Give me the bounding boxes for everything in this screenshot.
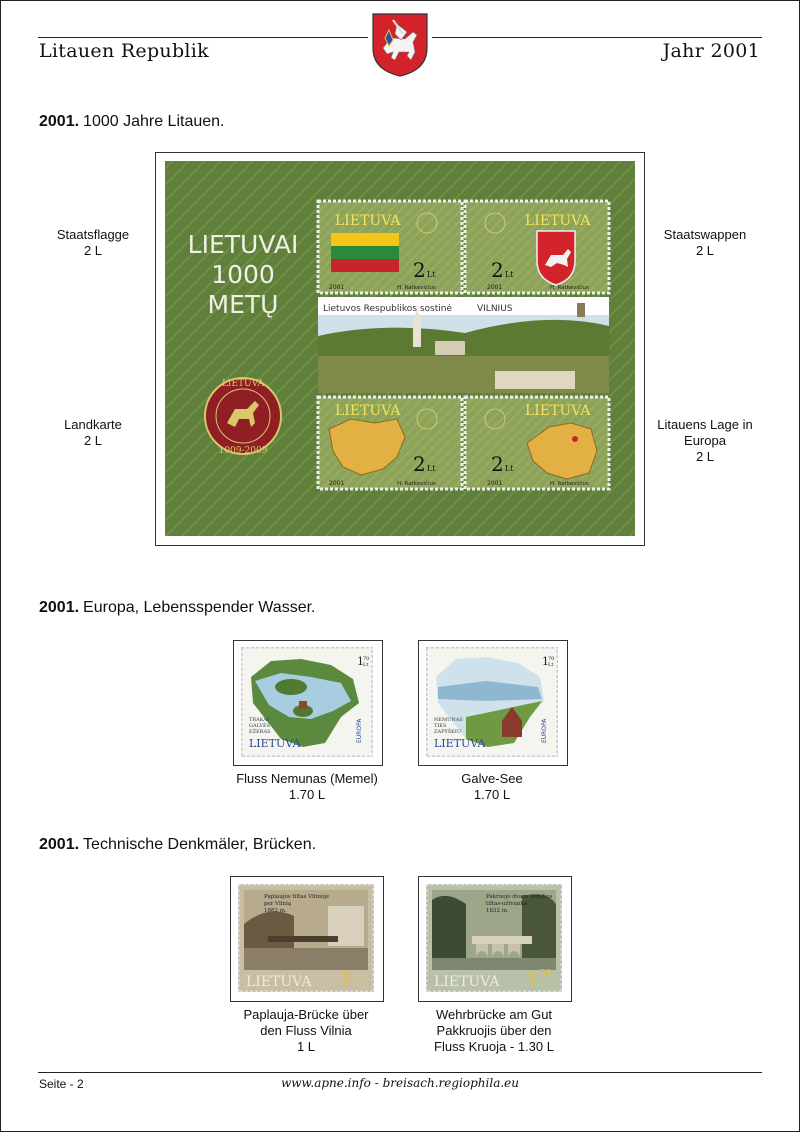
stamp-value: 2 — [413, 452, 426, 476]
stamp-year: 2001 — [487, 480, 503, 487]
stamp-place-line: TIES — [434, 723, 447, 729]
section-title-text: 1000 Jahre Litauen. — [83, 113, 225, 130]
stamp-currency: Lt — [505, 464, 514, 473]
stamp-country: LIETUVA — [525, 213, 591, 229]
label-line: 2 L — [83, 433, 103, 448]
stamp-value-small: 70 — [363, 656, 370, 662]
label-line: Staatsflagge — [56, 227, 130, 242]
stamp-place-line: EŽERAS — [249, 729, 271, 735]
stamp-value: 1 — [340, 967, 353, 991]
stamp-country: LIETUVA — [525, 403, 591, 419]
section-year: 2001. — [39, 599, 80, 616]
section-title-bridges — [39, 836, 316, 854]
label-line: 2 L — [83, 243, 103, 258]
stamp-currency: Lt — [363, 662, 369, 668]
label-line: Wehrbrücke am Gut — [435, 1007, 553, 1022]
label-line: Landkarte — [64, 417, 122, 432]
stamp-galve-lake — [241, 647, 373, 757]
stamp-caption-line: tiltas-užtvanka — [486, 901, 528, 907]
millennium-seal-icon — [205, 378, 281, 454]
stamp-artist: H. Ratkevičius — [397, 285, 436, 291]
stamp-place-line: TRAKAI — [249, 717, 269, 723]
label-pakruojis — [414, 1007, 574, 1055]
label-line: 1.70 L — [473, 787, 511, 802]
stamp-caption-line: Paplaujos tiltas Vilnioje — [264, 894, 330, 900]
label-map — [43, 417, 143, 449]
label-line: 1.70 L — [288, 787, 326, 802]
stamp-europa: EUROPA — [356, 718, 363, 743]
stamp-value: 1 — [357, 655, 364, 668]
header-rule-left — [38, 37, 368, 38]
header-rule-right — [432, 37, 762, 38]
stamp-country: LIETUVA — [246, 974, 312, 990]
stamp-value: 2 — [413, 258, 426, 282]
label-line: Pakkruojis über den — [436, 1023, 552, 1038]
section-title-text: Europa, Lebensspender Wasser. — [83, 599, 316, 616]
label-line: 2 L — [695, 449, 715, 464]
stamp-caption-line: per Vilnią — [264, 901, 292, 907]
flag-stripe-green — [331, 246, 399, 259]
stamp-currency: Lt — [505, 270, 514, 279]
lithuania-coat-of-arms-icon — [371, 12, 429, 78]
stamp-country: LIETUVA — [434, 974, 500, 990]
stamp-value: 2 — [491, 258, 504, 282]
flag-stripe-yellow — [331, 233, 399, 246]
stamp-caption-line: Pakruojo dvaro sodybos — [486, 894, 553, 900]
stamp-paplauja-bridge — [238, 884, 374, 992]
footer-url: www.apne.info - breisach.regiophila.eu — [280, 1076, 519, 1090]
label-line: Fluss Kruoja - 1.30 L — [434, 1039, 554, 1054]
label-europe-location — [650, 417, 760, 465]
lithuania-marker-icon — [572, 436, 578, 442]
sheet-title-line: 1000 — [211, 260, 275, 289]
stamp-country: LIETUVA — [434, 737, 486, 750]
stamp-currency: Lt — [548, 662, 554, 668]
stamp-country: LIETUVA — [335, 213, 401, 229]
stamp-year: 2001 — [487, 284, 503, 291]
stamp-currency: Lt — [540, 980, 548, 988]
stamp-artist: H. Ratkevičius — [550, 285, 589, 291]
page-number: Seite - 2 — [39, 1077, 84, 1091]
stamp-place-line: GALVĖS — [249, 723, 271, 729]
stamp-place-line: NEMUNAS — [434, 717, 463, 723]
stamp-currency: Lt — [427, 464, 436, 473]
stamp-value-small: 70 — [548, 656, 555, 662]
label-line: Paplauja-Brücke über — [243, 1007, 369, 1022]
label-line: Litauens Lage in — [657, 417, 753, 432]
section-title-text: Technische Denkmäler, Brücken. — [83, 836, 317, 853]
stamp-pakruojis-bridge — [426, 884, 562, 992]
stamp-country: LIETUVA — [335, 403, 401, 419]
header-country-title: Litauen Republik — [39, 40, 209, 62]
stamp-country: LIETUVA — [249, 737, 301, 750]
label-line: Europa — [684, 433, 726, 448]
section-title-1000-years — [39, 113, 225, 131]
stamp-caption-line: 1832 m. — [486, 908, 509, 914]
footer-rule — [38, 1072, 762, 1073]
stamp-currency: Lt — [354, 978, 362, 986]
label-line: den Fluss Vilnia — [260, 1023, 352, 1038]
label-state-arms — [650, 227, 760, 259]
label-line: 1 L — [296, 1039, 316, 1054]
stamp-currency: Lt — [427, 270, 436, 279]
stamp-value-small: 30 — [540, 969, 552, 979]
section-title-europa — [39, 599, 315, 617]
label-nemunas — [212, 771, 402, 803]
label-galve — [417, 771, 567, 803]
seal-years: 1009-2009 — [218, 446, 268, 456]
stamp-year: 2001 — [329, 284, 345, 291]
stamp-europa: EUROPA — [541, 718, 548, 743]
seal-text: LIETUVA — [221, 379, 265, 389]
panorama-caption-right: VILNIUS — [477, 304, 513, 314]
label-line: 2 L — [695, 243, 715, 258]
stamp-value: 1 — [542, 655, 549, 668]
sheet-title-line: METŲ — [207, 290, 279, 319]
label-line: Galve-See — [461, 771, 523, 786]
stamp-value: 2 — [491, 452, 504, 476]
header-year-title: Jahr 2001 — [662, 40, 760, 62]
stamp-value: 1 — [526, 967, 539, 991]
stamp-nemunas-river — [426, 647, 558, 757]
stamp-caption-line: 1882 m. — [264, 908, 287, 914]
stamp-year: 2001 — [329, 480, 345, 487]
section-year: 2001. — [39, 836, 80, 853]
label-line: Fluss Nemunas (Memel) — [236, 771, 378, 786]
panorama-caption-left: Lietuvos Respublikos sostinė — [323, 304, 452, 314]
flag-stripe-red — [331, 259, 399, 272]
label-line: Staatswappen — [663, 227, 747, 242]
label-paplauja — [226, 1007, 386, 1055]
stamp-artist: H. Ratkevičius — [397, 481, 436, 487]
stamp-artist: H. Ratkevičius — [550, 481, 589, 487]
souvenir-sheet-1000-years — [165, 161, 635, 536]
sheet-title-line: LIETUVAI — [187, 230, 299, 259]
stamp-place-line: ZAPYŠKIU — [434, 729, 462, 735]
label-state-flag — [43, 227, 143, 259]
section-year: 2001. — [39, 113, 80, 130]
